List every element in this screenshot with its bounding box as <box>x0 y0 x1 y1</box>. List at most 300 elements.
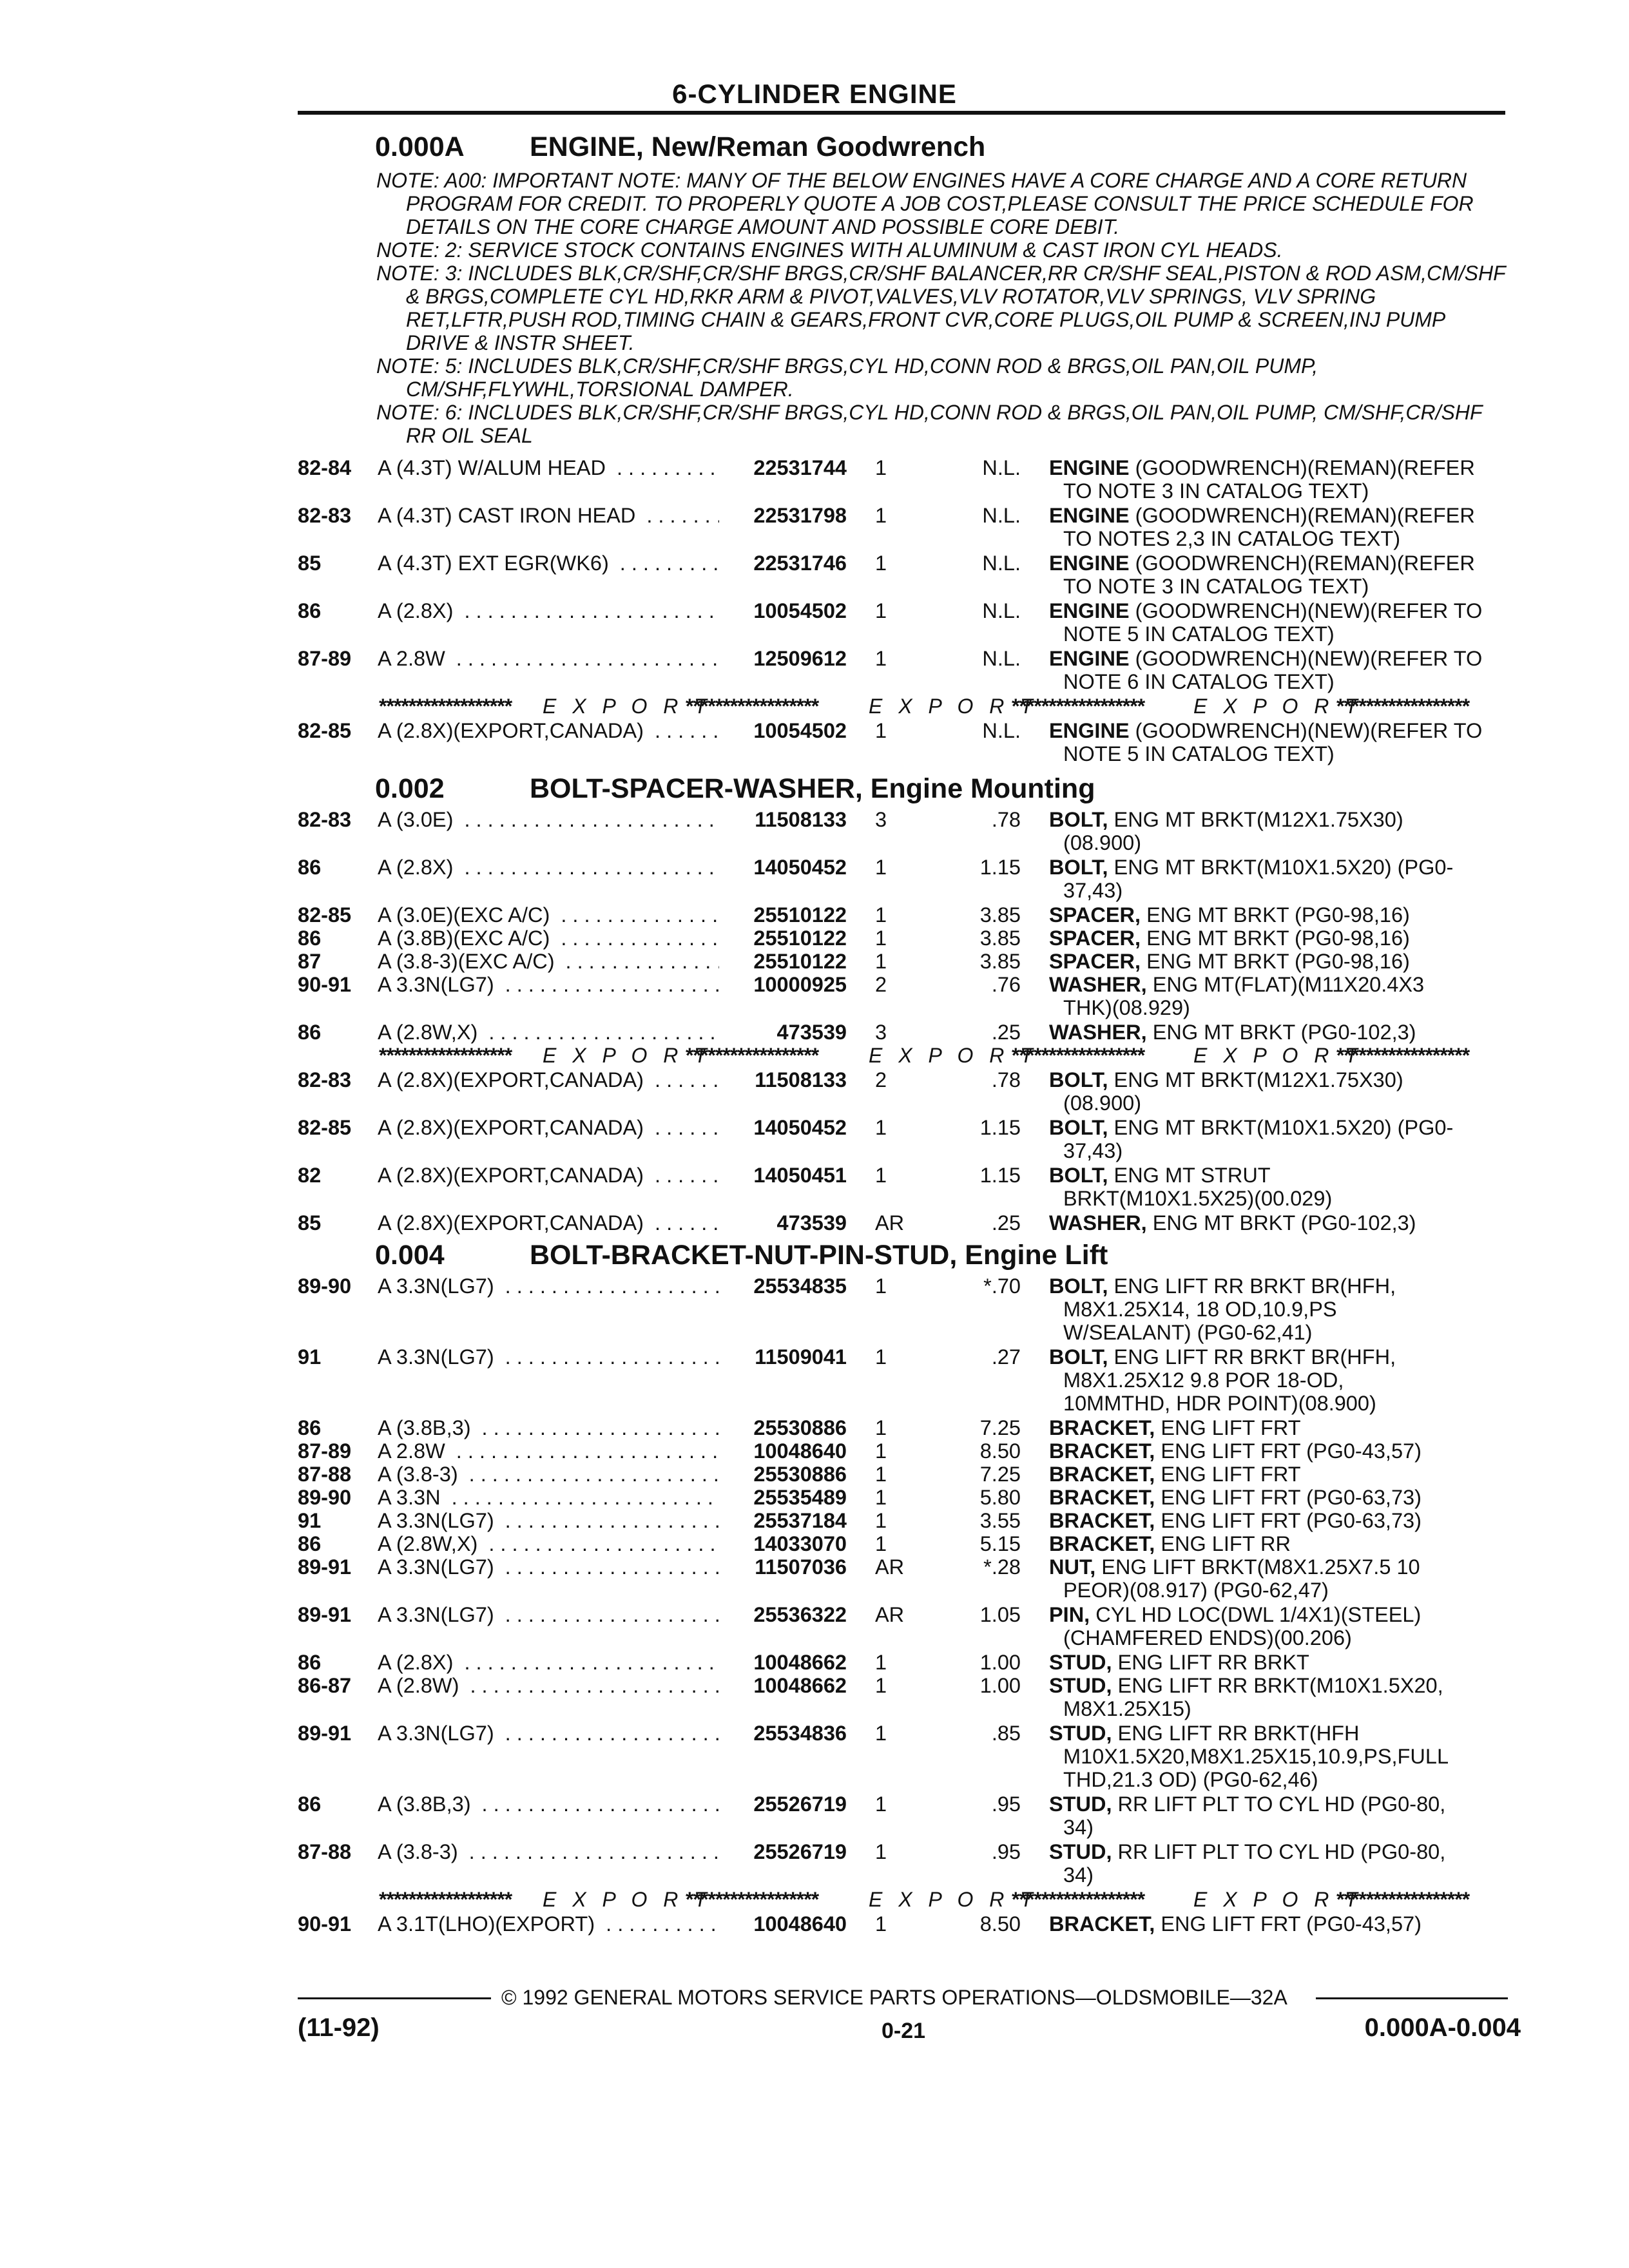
quantity-cell: 1 <box>875 552 887 575</box>
description-line-2: 37,43) <box>1063 1139 1123 1162</box>
application-cell <box>378 808 719 831</box>
quantity-cell: 1 <box>875 927 887 950</box>
year-cell: 86 <box>298 927 322 950</box>
year-cell: 91 <box>298 1509 322 1532</box>
year-cell: 87-89 <box>298 647 352 670</box>
part-number-cell: 22531798 <box>753 504 847 527</box>
part-name: BRACKET, <box>1049 1439 1155 1463</box>
application-text: A (3.8-3) <box>378 1840 463 1863</box>
description-line-1 <box>1049 1345 1508 1369</box>
description-text: ENG MT BRKT (PG0-98,16) <box>1146 927 1410 950</box>
export-separator <box>379 1888 1508 1911</box>
application-cell <box>378 1021 719 1044</box>
separator-stars: ****************** <box>1012 1044 1145 1067</box>
price-cell: .78 <box>991 1068 1021 1091</box>
notes-block <box>376 169 1510 447</box>
application-text: A 3.3N(LG7) <box>378 973 499 996</box>
part-number-cell: 11508133 <box>755 1068 847 1091</box>
part-number-cell: 10048662 <box>753 1651 847 1674</box>
part-number-cell: 10054502 <box>753 599 847 622</box>
application-cell <box>378 1674 719 1697</box>
application-cell <box>378 1439 719 1463</box>
note-6: NOTE: 6: INCLUDES BLK,CR/SHF,CR/SHF BRGS,CYL HD,CONN ROD & BRGS,OIL PAN,OIL PUMP, CM/SHF,CR/SHF RR OIL SEAL <box>376 401 1482 447</box>
description-cell <box>1049 1439 1508 1463</box>
application-text: A (2.8X)(EXPORT,CANADA) <box>378 719 649 742</box>
description-line-2: NOTE 6 IN CATALOG TEXT) <box>1063 670 1335 693</box>
footer-rule-left <box>298 1997 491 1999</box>
description-cell <box>1049 719 1508 765</box>
note-a00: NOTE: A00: IMPORTANT NOTE: MANY OF THE BELOW ENGINES HAVE A CORE CHARGE AND A CORE RETURN PROGRAM FOR CREDIT. TO PROPERLY QUOTE A JOB COST,PLEASE CONSULT THE PRICE SCHEDULE FOR DETAILS ON THE CORE CHARGE AMOUNT AND POSSIBLE CORE DEBIT. <box>376 169 1474 238</box>
export-label: E X P O R T <box>543 1044 712 1067</box>
quantity-cell: 1 <box>875 1651 887 1674</box>
description-cell <box>1049 1274 1508 1344</box>
description-cell <box>1049 647 1508 693</box>
description-line-2: 37,43) <box>1063 879 1123 902</box>
application-text: A (2.8X)(EXPORT,CANADA) <box>378 1116 649 1139</box>
description-cell <box>1049 504 1508 550</box>
description-text: ENG MT BRKT (PG0-98,16) <box>1146 903 1410 927</box>
section-number: 0.002 <box>375 773 445 804</box>
price-cell: 1.15 <box>979 1164 1021 1187</box>
description-cell <box>1049 1651 1508 1674</box>
leader-dots <box>611 456 719 479</box>
application-text: A 3.3N(LG7) <box>378 1603 499 1626</box>
description-cell <box>1049 927 1508 950</box>
description-text: ENG LIFT FRT (PG0-63,73) <box>1161 1486 1422 1509</box>
leader-dots <box>450 1439 719 1463</box>
description-text: ENG LIFT RR BRKT(HFH <box>1117 1722 1360 1745</box>
quantity-cell: 1 <box>875 1416 887 1439</box>
year-cell: 89-90 <box>298 1274 352 1298</box>
price-cell: .25 <box>991 1211 1021 1235</box>
description-text: ENG LIFT RR BRKT(M10X1.5X20, <box>1117 1674 1443 1697</box>
description-line-2: TO NOTE 3 IN CATALOG TEXT) <box>1063 575 1369 598</box>
price-cell: 3.55 <box>979 1509 1021 1532</box>
quantity-cell: 1 <box>875 1509 887 1532</box>
description-cell <box>1049 1603 1508 1649</box>
quantity-cell: 1 <box>875 1722 887 1745</box>
part-number-cell: 473539 <box>776 1211 847 1235</box>
part-name: BRACKET, <box>1049 1416 1155 1439</box>
description-line-3: W/SEALANT) (PG0-62,41) <box>1063 1321 1313 1344</box>
description-text: ENG LIFT FRT <box>1161 1463 1301 1486</box>
application-text: A (2.8W,X) <box>378 1532 483 1555</box>
application-text: A (3.8-3) <box>378 1463 463 1486</box>
application-cell <box>378 1486 719 1509</box>
part-name: SPACER, <box>1049 950 1141 973</box>
application-cell <box>378 1840 719 1863</box>
description-line-1 <box>1049 1463 1508 1486</box>
part-name: WASHER, <box>1049 1211 1147 1235</box>
application-cell <box>378 856 719 879</box>
leader-dots <box>476 1792 719 1816</box>
footer-date: (11-92) <box>298 2013 380 2042</box>
application-cell <box>378 1068 719 1091</box>
part-number-cell: 25534835 <box>753 1274 847 1298</box>
section-number: 0.000A <box>375 131 465 162</box>
section-0-000a-title <box>375 131 985 163</box>
description-line-1 <box>1049 1439 1508 1463</box>
price-cell: N.L. <box>982 599 1021 622</box>
application-cell <box>378 456 719 479</box>
description-cell <box>1049 1912 1508 1936</box>
application-text: A (2.8W,X) <box>378 1021 483 1044</box>
quantity-cell: 1 <box>875 456 887 479</box>
year-cell: 87-89 <box>298 1439 352 1463</box>
year-cell: 85 <box>298 552 322 575</box>
price-cell: .95 <box>991 1840 1021 1863</box>
description-cell <box>1049 1463 1508 1486</box>
export-label: E X P O R T <box>869 1044 1038 1067</box>
application-cell <box>378 1211 719 1235</box>
description-text: ENG MT(FLAT)(M11X20.4X3 <box>1152 973 1425 996</box>
quantity-cell: 1 <box>875 1345 887 1369</box>
part-name: PIN, <box>1049 1603 1090 1626</box>
description-cell <box>1049 1068 1508 1115</box>
application-cell <box>378 1463 719 1486</box>
separator-stars: ****************** <box>379 1888 512 1911</box>
leader-dots <box>499 1555 719 1579</box>
part-number-cell: 10048640 <box>753 1912 847 1936</box>
description-cell <box>1049 1211 1508 1235</box>
description-cell <box>1049 808 1508 854</box>
application-text: A (4.3T) EXT EGR(WK6) <box>378 552 614 575</box>
description-line-1 <box>1049 1792 1508 1816</box>
price-cell: N.L. <box>982 719 1021 742</box>
description-line-1 <box>1049 1021 1508 1044</box>
part-name: NUT, <box>1049 1555 1096 1579</box>
description-line-2: 34) <box>1063 1863 1094 1887</box>
application-text: A 3.3N(LG7) <box>378 1722 499 1745</box>
part-number-cell: 22531744 <box>753 456 847 479</box>
description-cell <box>1049 1164 1508 1210</box>
separator-stars: ****************** <box>686 1888 819 1911</box>
leader-dots <box>499 1345 719 1369</box>
section-name: BOLT-BRACKET-NUT-PIN-STUD, <box>530 1240 958 1271</box>
part-name: BRACKET, <box>1049 1532 1155 1555</box>
description-line-1 <box>1049 552 1508 575</box>
part-number-cell: 25536322 <box>753 1603 847 1626</box>
description-line-1 <box>1049 927 1508 950</box>
leader-dots <box>555 903 719 927</box>
quantity-cell: 1 <box>875 1439 887 1463</box>
description-cell <box>1049 856 1508 902</box>
description-line-2: M10X1.5X20,M8X1.25X15,10.9,PS,FULL <box>1063 1745 1449 1768</box>
application-cell <box>378 504 719 527</box>
description-line-1 <box>1049 856 1508 879</box>
part-name: STUD, <box>1049 1840 1112 1863</box>
application-cell <box>378 1555 719 1579</box>
description-line-2: (CHAMFERED ENDS)(00.206) <box>1063 1626 1352 1649</box>
application-text: A (3.0E) <box>378 808 458 831</box>
quantity-cell: 1 <box>875 1792 887 1816</box>
description-line-2: NOTE 5 IN CATALOG TEXT) <box>1063 742 1335 765</box>
leader-dots <box>458 599 719 622</box>
part-name: BOLT, <box>1049 1274 1108 1298</box>
section-subtitle: Engine Lift <box>965 1240 1108 1271</box>
part-name: WASHER, <box>1049 973 1147 996</box>
application-cell <box>378 647 719 670</box>
price-cell: 8.50 <box>979 1439 1021 1463</box>
application-text: A (2.8X)(EXPORT,CANADA) <box>378 1211 649 1235</box>
separator-stars: ****************** <box>379 695 512 718</box>
part-number-cell: 10048640 <box>753 1439 847 1463</box>
description-line-1 <box>1049 808 1508 831</box>
leader-dots <box>458 1651 719 1674</box>
quantity-cell: 1 <box>875 719 887 742</box>
description-line-3: THD,21.3 OD) (PG0-62,46) <box>1063 1768 1318 1791</box>
price-cell: N.L. <box>982 552 1021 575</box>
description-cell <box>1049 903 1508 927</box>
part-number-cell: 11507036 <box>755 1555 847 1579</box>
description-line-2: M8X1.25X12 9.8 POR 18-OD, <box>1063 1369 1344 1392</box>
description-text: CYL HD LOC(DWL 1/4X1)(STEEL) <box>1095 1603 1422 1626</box>
application-cell <box>378 950 719 973</box>
price-cell: 1.15 <box>979 1116 1021 1139</box>
part-name: BRACKET, <box>1049 1463 1155 1486</box>
part-name: SPACER, <box>1049 927 1141 950</box>
year-cell: 82 <box>298 1164 322 1187</box>
section-subtitle: New/Reman Goodwrench <box>651 131 986 162</box>
application-text: A (3.8B)(EXC A/C) <box>378 927 555 950</box>
separator-stars: ****************** <box>1012 695 1145 718</box>
description-text: ENG MT BRKT (PG0-102,3) <box>1152 1021 1416 1044</box>
description-line-1 <box>1049 1486 1508 1509</box>
leader-dots <box>483 1532 719 1555</box>
leader-dots <box>641 504 719 527</box>
quantity-cell: 1 <box>875 856 887 879</box>
price-cell: .27 <box>991 1345 1021 1369</box>
price-cell: N.L. <box>982 456 1021 479</box>
description-line-1 <box>1049 1674 1508 1697</box>
part-number-cell: 25530886 <box>753 1416 847 1439</box>
description-line-1 <box>1049 1912 1508 1936</box>
separator-stars: ****************** <box>1336 1044 1470 1067</box>
description-text: (GOODWRENCH)(NEW)(REFER TO <box>1135 719 1483 742</box>
description-line-2: M8X1.25X15) <box>1063 1697 1191 1720</box>
part-number-cell: 25510122 <box>753 927 847 950</box>
description-line-2: (08.900) <box>1063 831 1142 854</box>
part-number-cell: 14050451 <box>753 1164 847 1187</box>
application-cell <box>378 1792 719 1816</box>
export-label: E X P O R T <box>543 695 712 718</box>
part-name: WASHER, <box>1049 1021 1147 1044</box>
description-line-2: 34) <box>1063 1816 1094 1839</box>
description-cell <box>1049 973 1508 1019</box>
description-line-1 <box>1049 1068 1508 1091</box>
part-number-cell: 25526719 <box>753 1840 847 1863</box>
application-cell <box>378 1509 719 1532</box>
application-text: A (2.8X) <box>378 1651 458 1674</box>
note-2: NOTE: 2: SERVICE STOCK CONTAINS ENGINES WITH ALUMINUM & CAST IRON CYL HEADS. <box>376 238 1283 262</box>
description-text: RR LIFT PLT TO CYL HD (PG0-80, <box>1117 1792 1446 1816</box>
quantity-cell: 1 <box>875 903 887 927</box>
application-text: A (2.8X)(EXPORT,CANADA) <box>378 1164 649 1187</box>
section-name: ENGINE, <box>530 131 644 162</box>
export-separator <box>379 1044 1508 1067</box>
leader-dots <box>446 1486 719 1509</box>
export-label: E X P O R T <box>869 695 1038 718</box>
description-cell <box>1049 1486 1508 1509</box>
section-title <box>375 1240 1108 1271</box>
description-line-2: TO NOTES 2,3 IN CATALOG TEXT) <box>1063 527 1401 550</box>
part-number-cell: 25535489 <box>753 1486 847 1509</box>
quantity-cell: AR <box>875 1555 905 1579</box>
year-cell: 86-87 <box>298 1674 352 1697</box>
description-line-1 <box>1049 1555 1508 1579</box>
application-text: A (3.8B,3) <box>378 1416 476 1439</box>
year-cell: 86 <box>298 1792 322 1816</box>
description-cell <box>1049 599 1508 646</box>
separator-stars: ****************** <box>686 695 819 718</box>
quantity-cell: 3 <box>875 808 887 831</box>
leader-dots <box>476 1416 719 1439</box>
price-cell: .25 <box>991 1021 1021 1044</box>
quantity-cell: 1 <box>875 1116 887 1139</box>
application-cell <box>378 1912 719 1936</box>
part-number-cell: 10054502 <box>753 719 847 742</box>
year-cell: 87 <box>298 950 322 973</box>
application-text: A 3.3N(LG7) <box>378 1274 499 1298</box>
part-number-cell: 25526719 <box>753 1792 847 1816</box>
quantity-cell: 1 <box>875 1486 887 1509</box>
description-cell <box>1049 456 1508 503</box>
application-cell <box>378 1532 719 1555</box>
price-cell: .78 <box>991 808 1021 831</box>
description-line-2: M8X1.25X14, 18 OD,10.9,PS <box>1063 1298 1337 1321</box>
export-label: E X P O R T <box>1193 1044 1363 1067</box>
application-cell <box>378 903 719 927</box>
description-text: ENG MT BRKT(M12X1.75X30) <box>1113 1068 1403 1091</box>
quantity-cell: 1 <box>875 1532 887 1555</box>
part-number-cell: 14050452 <box>753 1116 847 1139</box>
year-cell: 89-91 <box>298 1722 352 1745</box>
application-cell <box>378 973 719 996</box>
price-cell: 7.25 <box>979 1463 1021 1486</box>
description-text: ENG MT STRUT <box>1113 1164 1271 1187</box>
part-number-cell: 473539 <box>776 1021 847 1044</box>
footer-copyright: © 1992 GENERAL MOTORS SERVICE PARTS OPERATIONS—OLDSMOBILE—32A <box>501 1986 1287 2009</box>
price-cell: .95 <box>991 1792 1021 1816</box>
part-name: BOLT, <box>1049 856 1108 879</box>
part-number-cell: 25537184 <box>753 1509 847 1532</box>
part-name: STUD, <box>1049 1651 1112 1674</box>
application-cell <box>378 927 719 950</box>
description-text: ENG LIFT FRT (PG0-43,57) <box>1161 1439 1422 1463</box>
price-cell: N.L. <box>982 504 1021 527</box>
description-text: ENG MT BRKT(M10X1.5X20) (PG0- <box>1113 856 1454 879</box>
part-number-cell: 11508133 <box>755 808 847 831</box>
part-name: ENGINE <box>1049 456 1130 479</box>
description-text: (GOODWRENCH)(REMAN)(REFER <box>1135 504 1475 527</box>
leader-dots <box>450 647 719 670</box>
description-text: ENG MT BRKT (PG0-102,3) <box>1152 1211 1416 1235</box>
part-number-cell: 22531746 <box>753 552 847 575</box>
application-text: A 3.3N(LG7) <box>378 1555 499 1579</box>
description-line-1 <box>1049 1211 1508 1235</box>
year-cell: 89-91 <box>298 1555 352 1579</box>
application-cell <box>378 552 719 575</box>
description-line-1 <box>1049 950 1508 973</box>
description-cell <box>1049 1116 1508 1162</box>
part-name: BOLT, <box>1049 1164 1108 1187</box>
description-line-3: 10MMTHD, HDR POINT)(08.900) <box>1063 1392 1376 1415</box>
price-cell: *.28 <box>983 1555 1021 1579</box>
year-cell: 87-88 <box>298 1463 352 1486</box>
application-cell <box>378 1416 719 1439</box>
year-cell: 91 <box>298 1345 322 1369</box>
quantity-cell: 2 <box>875 973 887 996</box>
application-text: A (3.0E)(EXC A/C) <box>378 903 555 927</box>
description-line-1 <box>1049 1603 1508 1626</box>
application-text: A (4.3T) CAST IRON HEAD <box>378 504 641 527</box>
separator-stars: ****************** <box>1012 1888 1145 1911</box>
description-line-1 <box>1049 647 1508 670</box>
description-line-1 <box>1049 1274 1508 1298</box>
leader-dots <box>463 1840 719 1863</box>
export-separator <box>379 695 1508 718</box>
description-text: ENG LIFT FRT <box>1161 1416 1301 1439</box>
year-cell: 86 <box>298 1021 322 1044</box>
quantity-cell: 3 <box>875 1021 887 1044</box>
application-text: A 3.3N(LG7) <box>378 1509 499 1532</box>
year-cell: 90-91 <box>298 973 352 996</box>
price-cell: 3.85 <box>979 950 1021 973</box>
year-cell: 86 <box>298 1416 322 1439</box>
section-title <box>375 773 1095 805</box>
description-line-1 <box>1049 719 1508 742</box>
price-cell: 8.50 <box>979 1912 1021 1936</box>
leader-dots <box>560 950 719 973</box>
description-text: (GOODWRENCH)(REMAN)(REFER <box>1135 552 1475 575</box>
part-name: ENGINE <box>1049 599 1130 622</box>
part-number-cell: 12509612 <box>753 647 847 670</box>
part-name: SPACER, <box>1049 903 1141 927</box>
part-number-cell: 14050452 <box>753 856 847 879</box>
export-label: E X P O R T <box>543 1888 712 1911</box>
application-cell <box>378 719 719 742</box>
year-cell: 82-83 <box>298 1068 352 1091</box>
application-cell <box>378 1345 719 1369</box>
footer-page-number: 0-21 <box>882 2019 926 2043</box>
application-text: A 2.8W <box>378 647 450 670</box>
application-cell <box>378 1603 719 1626</box>
year-cell: 82-84 <box>298 456 352 479</box>
description-text: RR LIFT PLT TO CYL HD (PG0-80, <box>1117 1840 1446 1863</box>
description-text: (GOODWRENCH)(REMAN)(REFER <box>1135 456 1475 479</box>
year-cell: 87-88 <box>298 1840 352 1863</box>
quantity-cell: 1 <box>875 1463 887 1486</box>
part-name: BRACKET, <box>1049 1486 1155 1509</box>
price-cell: .85 <box>991 1722 1021 1745</box>
part-number-cell: 25530886 <box>753 1463 847 1486</box>
description-cell <box>1049 1674 1508 1720</box>
description-line-1 <box>1049 1840 1508 1863</box>
leader-dots <box>499 1509 719 1532</box>
leader-dots <box>499 1603 719 1626</box>
description-line-1 <box>1049 1116 1508 1139</box>
price-cell: 5.80 <box>979 1486 1021 1509</box>
description-line-2: PEOR)(08.917) (PG0-62,47) <box>1063 1579 1329 1602</box>
application-text: A (3.8B,3) <box>378 1792 476 1816</box>
description-text: ENG LIFT RR BRKT <box>1117 1651 1309 1674</box>
description-text: ENG MT BRKT(M12X1.75X30) <box>1113 808 1403 831</box>
part-number-cell: 25510122 <box>753 903 847 927</box>
part-name: ENGINE <box>1049 504 1130 527</box>
part-name: BOLT, <box>1049 1345 1108 1369</box>
description-cell <box>1049 1532 1508 1555</box>
application-cell <box>378 599 719 622</box>
